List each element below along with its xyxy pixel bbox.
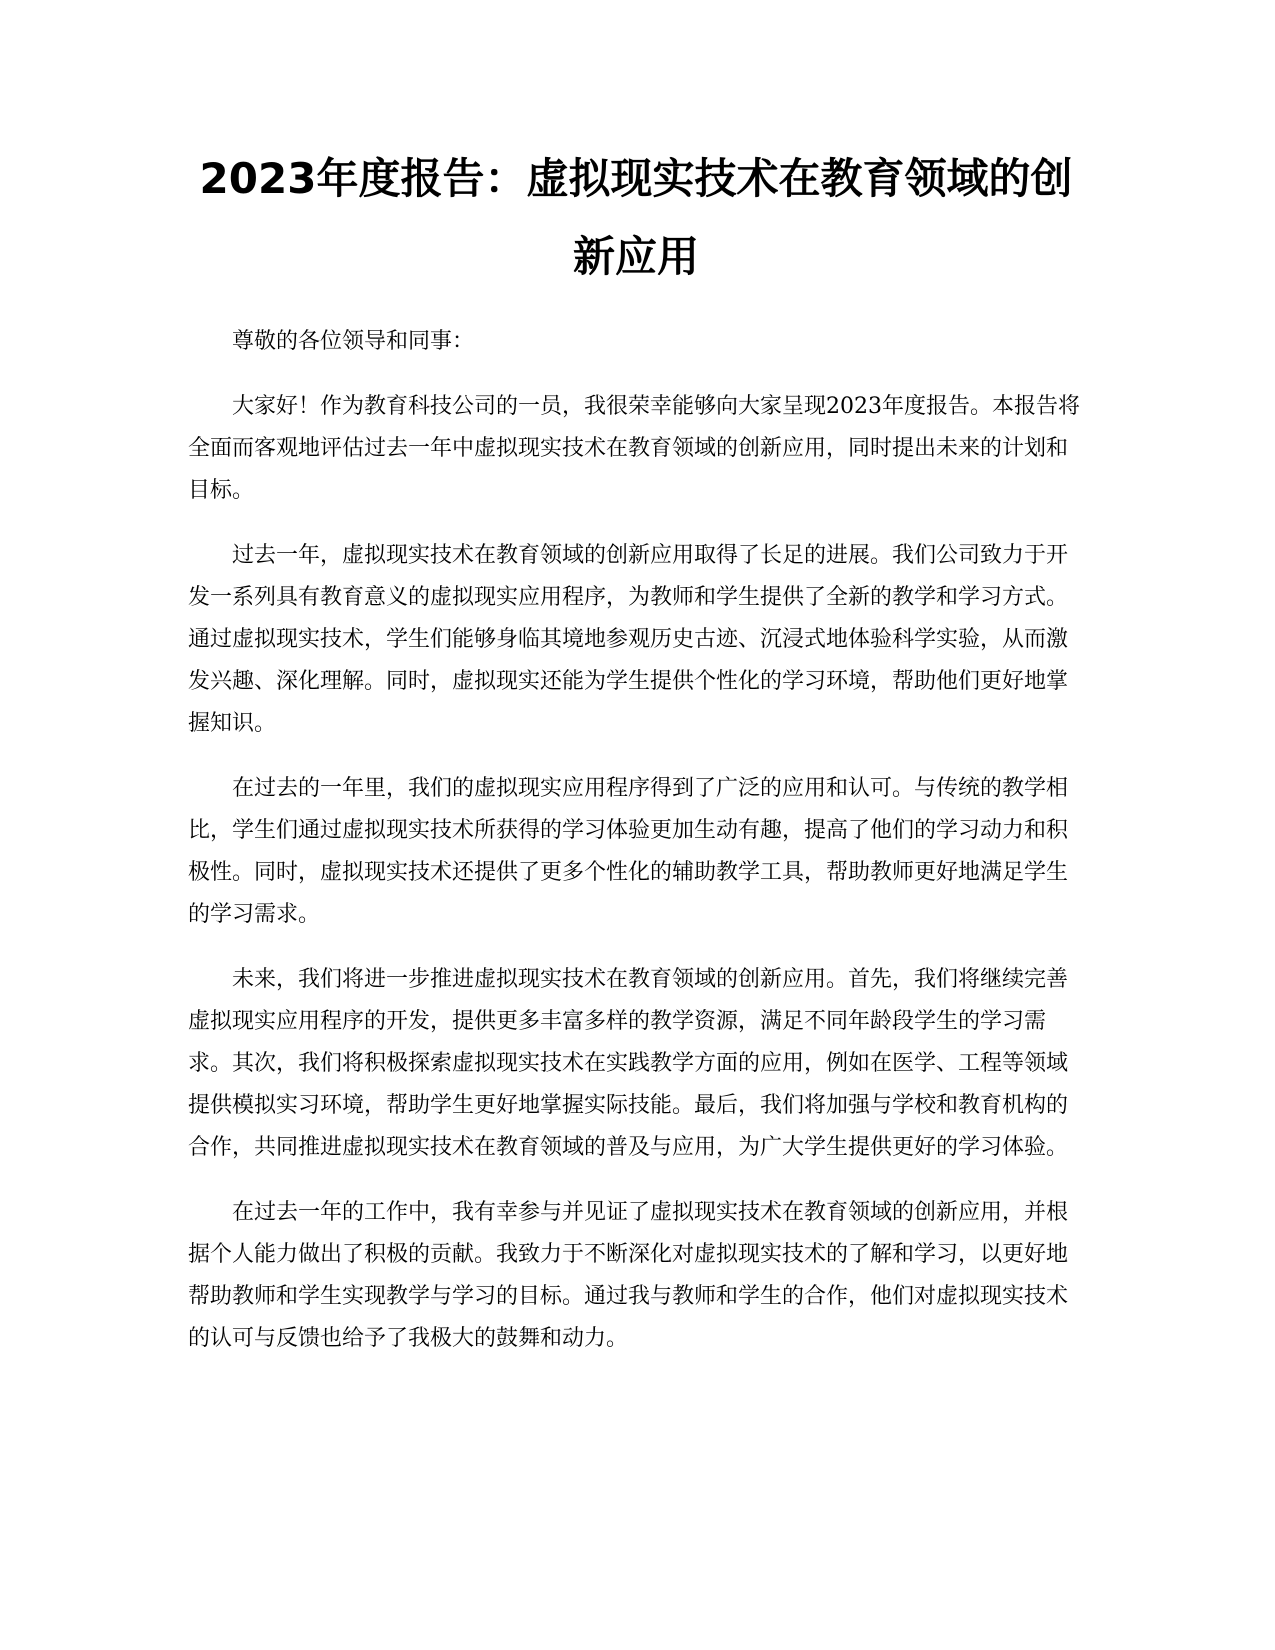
salutation: 尊敬的各位领导和同事： (232, 329, 475, 354)
paragraph-adoption: 在过去的一年里，我们的虚拟现实应用程序得到了广泛的应用和认可。与传统的教学相比，学生们通过虚拟现实技术所获得的学习体验更加生动有趣，提高了他们的学习动力和积极性。同时，虚拟现实技术还提供了更多个性化的辅助教学工具，帮助教师更好地满足学生的学习需求。 (188, 776, 1069, 927)
paragraph-intro: 大家好！作为教育科技公司的一员，我很荣幸能够向大家呈现2023年度报告。本报告将全面而客观地评估过去一年中虚拟现实技术在教育领域的创新应用，同时提出未来的计划和目标。 (188, 394, 1080, 503)
document-title: 2023年度报告：虚拟现实技术在教育领域的创新应用 (199, 154, 1073, 281)
paragraph-future-plans: 未来，我们将进一步推进虚拟现实技术在教育领域的创新应用。首先，我们将继续完善虚拟现实应用程序的开发，提供更多丰富多样的教学资源，满足不同年龄段学生的学习需求。其次，我们将积极探索虚拟现实技术在实践教学方面的应用，例如在医学、工程等领域提供模拟实习环境，帮助学生更好地掌握实际技能。最后，我们将加强与学校和教育机构的合作，共同推进虚拟现实技术在教育领域的普及与应用，为广大学生提供更好的学习体验。 (188, 967, 1069, 1160)
document-body (188, 321, 1083, 1383)
paragraph-progress: 过去一年，虚拟现实技术在教育领域的创新应用取得了长足的进展。我们公司致力于开发一系列具有教育意义的虚拟现实应用程序，为教师和学生提供了全新的教学和学习方式。通过虚拟现实技术，学生们能够身临其境地参观历史古迹、沉浸式地体验科学实验，从而激发兴趣、深化理解。同时，虚拟现实还能为学生提供个性化的学习环境，帮助他们更好地掌握知识。 (188, 543, 1069, 736)
paragraph-personal-contribution: 在过去一年的工作中，我有幸参与并见证了虚拟现实技术在教育领域的创新应用，并根据个人能力做出了积极的贡献。我致力于不断深化对虚拟现实技术的了解和学习，以更好地帮助教师和学生实现教学与学习的目标。通过我与教师和学生的合作，他们对虚拟现实技术的认可与反馈也给予了我极大的鼓舞和动力。 (188, 1200, 1069, 1351)
